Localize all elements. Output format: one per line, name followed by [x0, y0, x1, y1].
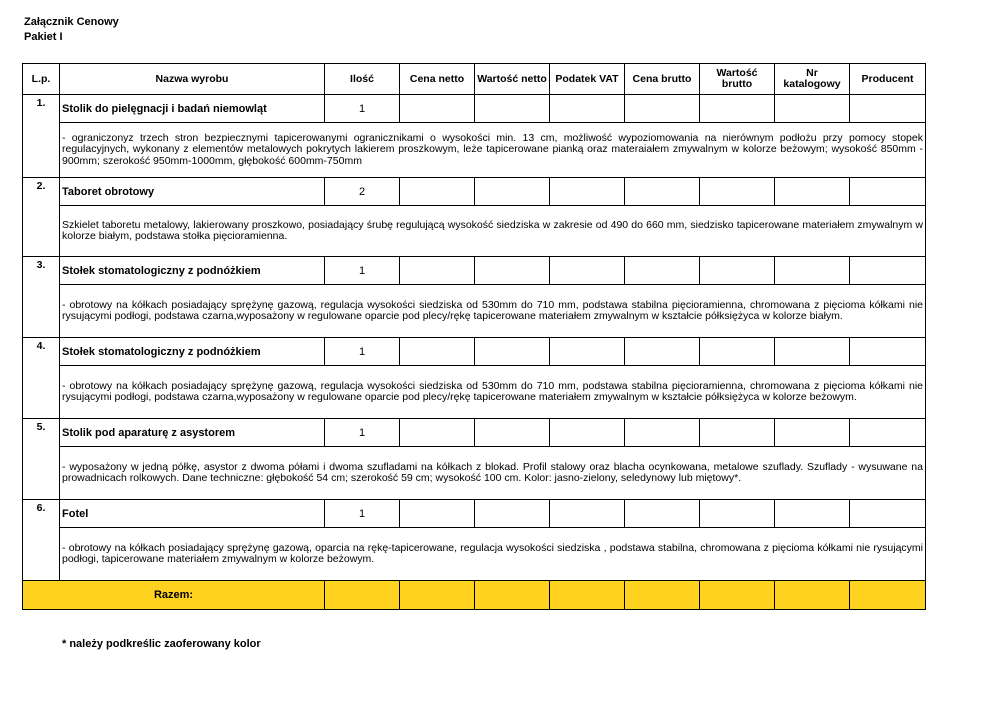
total-cell[interactable]	[550, 581, 625, 610]
vat-cell[interactable]	[550, 257, 625, 285]
catalog-no-cell[interactable]	[775, 419, 850, 447]
gross-value-cell[interactable]	[700, 500, 775, 528]
description-row	[23, 447, 926, 500]
row-number: 2.	[23, 178, 60, 257]
net-price-cell[interactable]	[400, 257, 475, 285]
catalog-no-cell[interactable]	[775, 500, 850, 528]
gross-price-cell[interactable]	[625, 257, 700, 285]
vat-cell[interactable]	[550, 419, 625, 447]
row-number: 3.	[23, 257, 60, 338]
vat-cell[interactable]	[550, 178, 625, 206]
gross-value-cell[interactable]	[700, 178, 775, 206]
total-cell[interactable]	[325, 581, 400, 610]
quantity: 1	[325, 419, 400, 447]
total-row	[23, 581, 926, 610]
table-row	[23, 178, 926, 206]
gross-price-cell[interactable]	[625, 500, 700, 528]
price-table	[22, 63, 926, 610]
producer-cell[interactable]	[850, 419, 926, 447]
producer-cell[interactable]	[850, 257, 926, 285]
col-vat: Podatek VAT	[550, 64, 625, 95]
catalog-no-cell[interactable]	[775, 338, 850, 366]
producer-cell[interactable]	[850, 178, 926, 206]
net-price-cell[interactable]	[400, 419, 475, 447]
producer-cell[interactable]	[850, 338, 926, 366]
row-number: 6.	[23, 500, 60, 581]
product-description: - ograniczonyz trzech stron bezpiecznymi tapicerowanymi ogranicznikami o wysokości min. 13 cm, możliwość wypoziomowania na nierównym podłożu przy pomocy stopek regulacyjnych, wykonany z elementów metalowych pokrytych lakierem proszkowym, leże tapicerowane pianką oraz materaiałem zmywalnym w kolorze beżowym; wysokość 850mm - 900mm; szerokość 950mm-1000mm, głębokość 600mm-750mm	[60, 123, 926, 178]
net-price-cell[interactable]	[400, 178, 475, 206]
net-value-cell[interactable]	[475, 338, 550, 366]
net-price-cell[interactable]	[400, 338, 475, 366]
product-name: Fotel	[60, 500, 325, 528]
row-number: 5.	[23, 419, 60, 500]
product-description: - obrotowy na kółkach posiadający sprężynę gazową, oparcia na rękę-tapicerowane, regulacja wysokości siedziska , podstawa stabilna, chromowana z pięcioma kółkami nie rysującymi podłogi, tapicerowane materiałem zmywalnym w kolorze beżowym.	[60, 528, 926, 581]
total-label: Razem:	[23, 581, 325, 610]
col-qty: Ilość	[325, 64, 400, 95]
col-name: Nazwa wyrobu	[60, 64, 325, 95]
net-value-cell[interactable]	[475, 419, 550, 447]
quantity: 1	[325, 95, 400, 123]
product-name: Stołek stomatologiczny z podnóżkiem	[60, 338, 325, 366]
gross-value-cell[interactable]	[700, 95, 775, 123]
col-net-value: Wartość netto	[475, 64, 550, 95]
gross-price-cell[interactable]	[625, 95, 700, 123]
net-price-cell[interactable]	[400, 500, 475, 528]
total-cell[interactable]	[475, 581, 550, 610]
description-row	[23, 366, 926, 419]
quantity: 1	[325, 500, 400, 528]
gross-value-cell[interactable]	[700, 419, 775, 447]
col-net-price: Cena netto	[400, 64, 475, 95]
vat-cell[interactable]	[550, 500, 625, 528]
document-title: Załącznik Cenowy	[24, 16, 119, 28]
product-description: Szkielet taboretu metalowy, lakierowany proszkowo, posiadający śrubę regulującą wysokość siedziska w zakresie od 490 do 660 mm, siedzisko tapicerowane materiałem zmywalnym w kolorze białym, podstawa stołka pięcioramienna.	[60, 206, 926, 257]
total-cell[interactable]	[700, 581, 775, 610]
col-catalog-no: Nr katalogowy	[775, 64, 850, 95]
total-cell[interactable]	[625, 581, 700, 610]
quantity: 1	[325, 257, 400, 285]
product-name: Stołek stomatologiczny z podnóżkiem	[60, 257, 325, 285]
producer-cell[interactable]	[850, 500, 926, 528]
net-value-cell[interactable]	[475, 257, 550, 285]
total-cell[interactable]	[850, 581, 926, 610]
description-row	[23, 206, 926, 257]
table-row	[23, 500, 926, 528]
table-row	[23, 95, 926, 123]
row-number: 4.	[23, 338, 60, 419]
producer-cell[interactable]	[850, 95, 926, 123]
gross-value-cell[interactable]	[700, 257, 775, 285]
table-row	[23, 257, 926, 285]
product-description: - obrotowy na kółkach posiadający sprężynę gazową, regulacja wysokości siedziska od 530mm do 710 mm, podstawa stabilna pięcioramienna, chromowana z pięcioma kółkami nie rysującymi podłogi, podstawa czarna,wyposażony w regulowane oparcie pod plecy/rękę tapicerowane materiałem zmywalnym w kształcie półksiężyca w kolorze beżowym.	[60, 366, 926, 419]
catalog-no-cell[interactable]	[775, 95, 850, 123]
col-gross-price: Cena brutto	[625, 64, 700, 95]
table-row	[23, 338, 926, 366]
table-body	[23, 95, 926, 581]
description-row	[23, 285, 926, 338]
description-row	[23, 528, 926, 581]
product-description: - obrotowy na kółkach posiadający sprężynę gazową, regulacja wysokości siedziska od 530mm do 710 mm, podstawa stabilna pięcioramienna, chromowana z pięcioma kółkami nie rysującymi podłogi, podstawa czarna,wyposażony w regulowane oparcie pod plecy/rękę tapicerowane materiałem zmywalnym w kształcie półksiężyca w kolorze białym.	[60, 285, 926, 338]
description-row	[23, 123, 926, 178]
table-row	[23, 419, 926, 447]
net-value-cell[interactable]	[475, 178, 550, 206]
vat-cell[interactable]	[550, 338, 625, 366]
quantity: 2	[325, 178, 400, 206]
vat-cell[interactable]	[550, 95, 625, 123]
col-producer: Producent	[850, 64, 926, 95]
footnote: * należy podkreślic zaoferowany kolor	[62, 638, 261, 650]
product-name: Stolik do pielęgnacji i badań niemowląt	[60, 95, 325, 123]
catalog-no-cell[interactable]	[775, 257, 850, 285]
package-label: Pakiet I	[24, 31, 63, 43]
gross-value-cell[interactable]	[700, 338, 775, 366]
quantity: 1	[325, 338, 400, 366]
row-number: 1.	[23, 95, 60, 178]
product-description: - wyposażony w jedną półkę, asystor z dwoma półami i dwoma szufladami na kółkach z blokad. Profil stalowy oraz blacha ocynkowana, metalowe szuflady. Szuflady - wysuwane na prowadnicach rolkowych. Dane techniczne: głębokość 54 cm; szerokość 59 cm; wysokość 100 cm. Kolor: jasno-zielony, seledynowy lub miętowy*.	[60, 447, 926, 500]
total-cell[interactable]	[775, 581, 850, 610]
gross-price-cell[interactable]	[625, 338, 700, 366]
col-lp: L.p.	[23, 64, 60, 95]
gross-price-cell[interactable]	[625, 178, 700, 206]
gross-price-cell[interactable]	[625, 419, 700, 447]
catalog-no-cell[interactable]	[775, 178, 850, 206]
net-value-cell[interactable]	[475, 500, 550, 528]
product-name: Taboret obrotowy	[60, 178, 325, 206]
net-value-cell[interactable]	[475, 95, 550, 123]
net-price-cell[interactable]	[400, 95, 475, 123]
total-cell[interactable]	[400, 581, 475, 610]
product-name: Stolik pod aparaturę z asystorem	[60, 419, 325, 447]
header-row	[23, 64, 926, 95]
col-gross-value: Wartość brutto	[700, 64, 775, 95]
